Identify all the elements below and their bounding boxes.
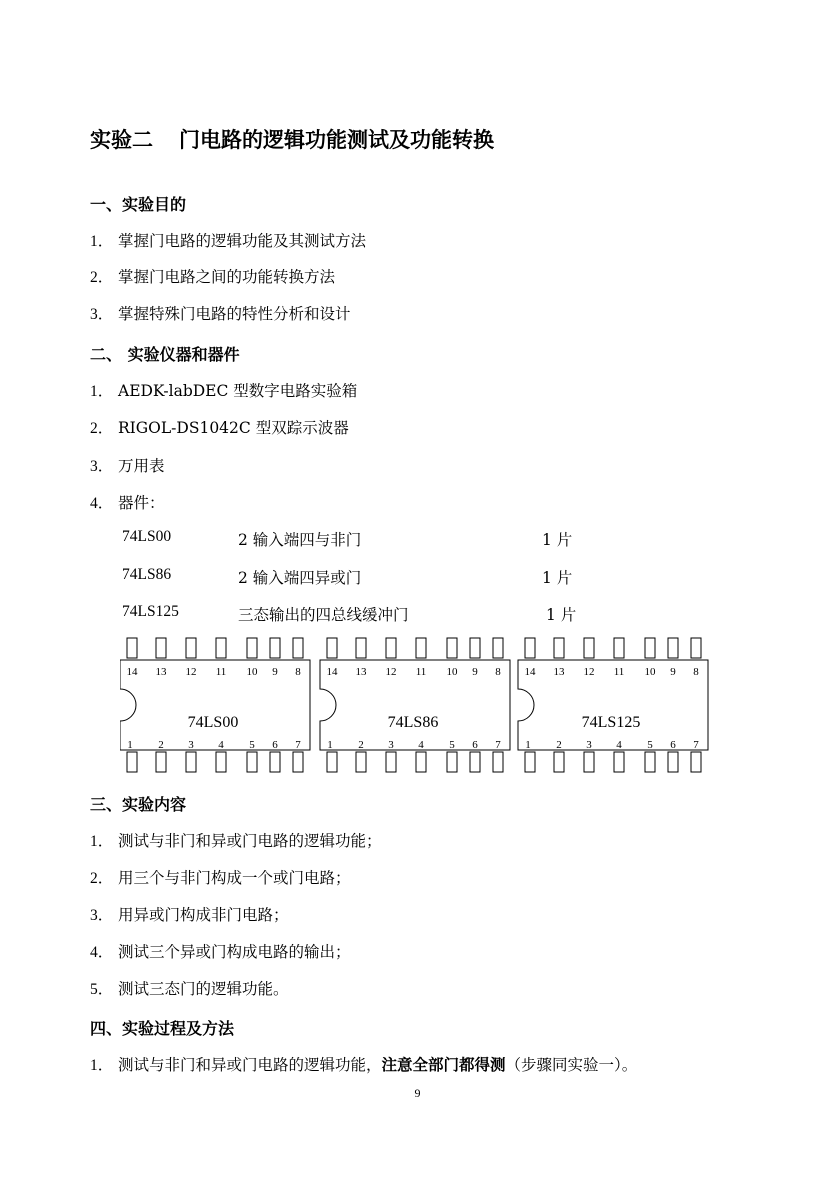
pin-number-top: 10 [644, 666, 656, 678]
section4-heading: 四、实验过程及方法 [90, 1019, 235, 1038]
part-desc: 2 输入端四异或门 [238, 569, 362, 587]
pin-bottom [691, 752, 701, 772]
pin-number-top: 12 [583, 666, 595, 678]
pin-number-top: 9 [472, 666, 478, 678]
item-number: 2． [90, 870, 114, 887]
pin-top [584, 638, 594, 658]
pin-number-bottom: 4 [616, 739, 622, 751]
item-number: 2． [90, 420, 114, 437]
pin-number-bottom: 4 [418, 739, 424, 751]
page-number: 9 [414, 1086, 421, 1100]
pin-number-top: 11 [215, 666, 227, 678]
item-text: 掌握门电路的逻辑功能及其测试方法 [118, 232, 367, 250]
pin-bottom [156, 752, 166, 772]
pin-number-bottom: 1 [525, 739, 531, 751]
chip-label: 74LS125 [581, 714, 641, 731]
pin-bottom [386, 752, 396, 772]
pin-number-bottom: 3 [188, 739, 194, 751]
item-text: 万用表 [118, 457, 165, 475]
item-text: 测试与非门和异或门电路的逻辑功能， [118, 1056, 382, 1074]
pin-number-top: 10 [246, 666, 258, 678]
item-text: 测试与非门和异或门电路的逻辑功能； [118, 832, 382, 850]
pin-number-top: 8 [495, 666, 501, 678]
pin-top [386, 638, 396, 658]
pin-number-top: 13 [355, 666, 367, 678]
item-text: 测试三个异或门构成电路的输出； [118, 943, 351, 961]
part-desc: 2 输入端四与非门 [238, 531, 362, 549]
pin-bottom [186, 752, 196, 772]
pin-number-top: 8 [693, 666, 699, 678]
pin-bottom [554, 752, 564, 772]
item-number: 3． [90, 306, 114, 323]
pin-top [447, 638, 457, 658]
chip-74ls125 [518, 638, 708, 772]
pin-bottom [470, 752, 480, 772]
item-text: 器件： [118, 494, 165, 512]
item-text: 测试三态门的逻辑功能。 [118, 980, 289, 998]
pin-number-bottom: 4 [218, 739, 224, 751]
item-text: RIGOL-DS1042C 型双踪示波器 [118, 419, 349, 437]
list-item [90, 829, 382, 851]
pin-bottom [493, 752, 503, 772]
pin-number-bottom: 6 [272, 739, 278, 751]
pin-number-bottom: 2 [358, 739, 364, 751]
pin-top [645, 638, 655, 658]
pin-number-bottom: 6 [670, 739, 676, 751]
pin-bottom [127, 752, 137, 772]
item-number: 1． [90, 383, 114, 400]
chip-label: 74LS00 [187, 714, 239, 731]
list-item [90, 229, 366, 251]
item-number: 4． [90, 495, 114, 512]
part-desc: 三态输出的四总线缓冲门 [238, 606, 409, 624]
pin-number-bottom: 7 [495, 739, 501, 751]
pin-top [493, 638, 503, 658]
pin-top [247, 638, 257, 658]
part-qty: 1 片 [546, 606, 577, 624]
pin-number-top: 10 [446, 666, 458, 678]
title-part1: 实验二 [90, 127, 153, 152]
pin-top [216, 638, 226, 658]
item-number: 2． [90, 269, 114, 286]
pin-number-bottom: 2 [556, 739, 562, 751]
pin-number-bottom: 5 [647, 739, 653, 751]
pin-top [470, 638, 480, 658]
pin-number-top: 9 [272, 666, 278, 678]
pin-number-top: 14 [524, 666, 536, 678]
part-model: 74LS86 [122, 566, 172, 583]
pin-number-top: 11 [415, 666, 427, 678]
page-title [90, 124, 494, 154]
pin-number-top: 13 [155, 666, 167, 678]
part-model: 74LS125 [122, 603, 179, 620]
part-model: 74LS00 [122, 528, 172, 545]
pin-top [525, 638, 535, 658]
item-text: AEDK-labDEC 型数字电路实验箱 [118, 382, 358, 400]
pin-number-bottom: 6 [472, 739, 478, 751]
emphasis-text: 注意全部门都得测 [381, 1055, 506, 1074]
pin-number-bottom: 5 [449, 739, 455, 751]
list-item [90, 379, 357, 401]
list-item [90, 454, 165, 476]
list-item [90, 1053, 637, 1075]
pin-number-top: 9 [670, 666, 676, 678]
pin-top [270, 638, 280, 658]
chip-label: 74LS86 [387, 714, 439, 731]
item-text: 掌握特殊门电路的特性分析和设计 [118, 305, 351, 323]
item-text: 用三个与非门构成一个或门电路； [118, 869, 351, 887]
pin-number-top: 12 [385, 666, 397, 678]
chip-74ls00 [120, 638, 310, 772]
item-number: 4． [90, 944, 114, 961]
pin-bottom [293, 752, 303, 772]
pin-number-bottom: 5 [249, 739, 255, 751]
pin-bottom [247, 752, 257, 772]
pin-top [156, 638, 166, 658]
pin-bottom [270, 752, 280, 772]
pin-bottom [668, 752, 678, 772]
pin-number-bottom: 3 [388, 739, 394, 751]
list-item [90, 977, 289, 999]
title-part2: 门电路的逻辑功能测试及功能转换 [179, 127, 494, 152]
pin-top [293, 638, 303, 658]
pin-number-bottom: 1 [327, 739, 333, 751]
pin-bottom [584, 752, 594, 772]
list-item [90, 302, 351, 324]
pin-top [327, 638, 337, 658]
part-qty: 1 片 [542, 569, 573, 587]
item-number: 3． [90, 907, 114, 924]
section3-heading: 三、实验内容 [90, 795, 187, 814]
item-number: 1． [90, 1057, 114, 1074]
pin-bottom [216, 752, 226, 772]
item-text: 掌握门电路之间的功能转换方法 [118, 268, 336, 286]
pin-top [356, 638, 366, 658]
list-item [90, 940, 351, 962]
pin-bottom [416, 752, 426, 772]
list-item [90, 265, 335, 287]
item-text: 用异或门构成非门电路； [118, 906, 289, 924]
pin-number-top: 12 [185, 666, 197, 678]
item-number: 5． [90, 981, 114, 998]
section1-heading: 一、实验目的 [90, 195, 187, 214]
pin-bottom [356, 752, 366, 772]
pin-number-top: 8 [295, 666, 301, 678]
pin-number-bottom: 2 [158, 739, 164, 751]
list-item [90, 491, 165, 513]
item-number: 1． [90, 833, 114, 850]
item-number: 1． [90, 233, 114, 250]
pin-top [614, 638, 624, 658]
list-item [90, 866, 351, 888]
chip-pinout-diagram [120, 636, 720, 778]
pin-number-bottom: 3 [586, 739, 592, 751]
pin-top [691, 638, 701, 658]
list-item [90, 903, 289, 925]
item-text-tail: （步骤同实验一）。 [505, 1056, 638, 1074]
pin-top [416, 638, 426, 658]
pin-number-top: 11 [613, 666, 625, 678]
pin-top [554, 638, 564, 658]
pin-bottom [447, 752, 457, 772]
pin-number-bottom: 7 [295, 739, 301, 751]
pin-number-top: 13 [553, 666, 565, 678]
pin-bottom [525, 752, 535, 772]
list-item [90, 416, 349, 438]
pin-bottom [614, 752, 624, 772]
pin-top [127, 638, 137, 658]
pin-number-bottom: 7 [693, 739, 699, 751]
pin-top [186, 638, 196, 658]
section2-heading: 二、 实验仪器和器件 [90, 345, 240, 364]
pin-bottom [327, 752, 337, 772]
part-qty: 1 片 [542, 531, 573, 549]
pin-number-top: 14 [126, 666, 138, 678]
pin-number-top: 14 [326, 666, 338, 678]
item-number: 3． [90, 458, 114, 475]
pin-number-bottom: 1 [127, 739, 133, 751]
pin-bottom [645, 752, 655, 772]
pin-top [668, 638, 678, 658]
chip-74ls86 [320, 638, 510, 772]
